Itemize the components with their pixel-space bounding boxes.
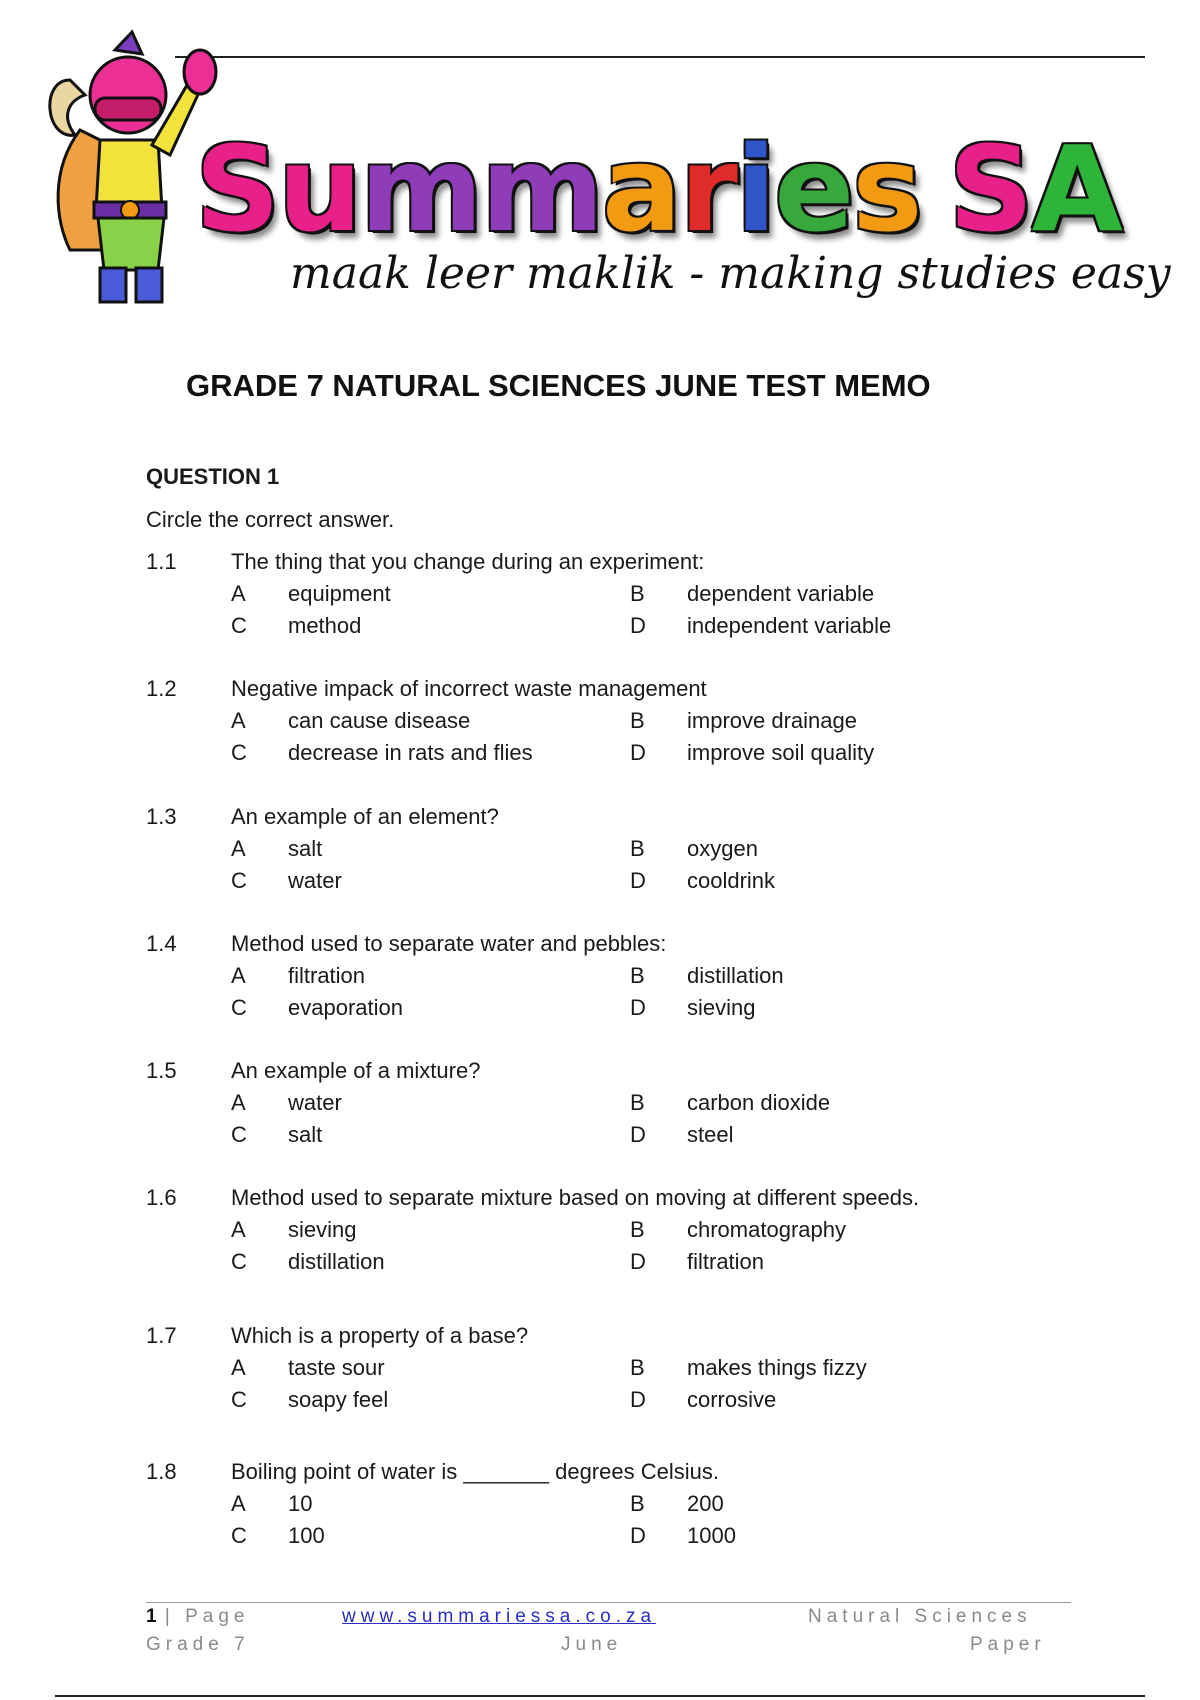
option-letter: B bbox=[630, 963, 645, 988]
option-text: steel bbox=[687, 1122, 734, 1147]
superhero-mascot-icon bbox=[40, 20, 220, 320]
option-letter: A bbox=[231, 1491, 246, 1516]
option-letter: D bbox=[630, 995, 646, 1020]
option-letter: B bbox=[630, 1090, 645, 1115]
option-text: makes things fizzy bbox=[687, 1355, 867, 1380]
question-number: 1.1 bbox=[146, 549, 177, 574]
option-letter: A bbox=[231, 1090, 246, 1115]
option-text: cooldrink bbox=[687, 868, 776, 893]
option-text: water bbox=[288, 1090, 342, 1115]
option-letter: C bbox=[231, 613, 247, 638]
question-text: An example of an element? bbox=[231, 804, 499, 829]
option-text: water bbox=[288, 868, 342, 893]
option-letter: B bbox=[630, 1217, 645, 1242]
option-letter: D bbox=[630, 1523, 646, 1548]
question-text: Method used to separate mixture based on moving at different speeds. bbox=[231, 1185, 920, 1210]
logo-letter: r bbox=[679, 120, 736, 258]
page-title: GRADE 7 NATURAL SCIENCES JUNE TEST MEMO bbox=[186, 368, 931, 403]
website-link[interactable]: www.summariessa.co.za bbox=[342, 1606, 657, 1627]
logo-letter: s bbox=[852, 120, 921, 258]
logo-letter: S bbox=[948, 120, 1032, 258]
option-letter: B bbox=[630, 581, 645, 606]
question-number: 1.6 bbox=[146, 1185, 177, 1210]
option-text: filtration bbox=[687, 1249, 765, 1274]
option-text: carbon dioxide bbox=[687, 1090, 831, 1115]
page-label: | Page bbox=[164, 1606, 250, 1627]
option-text: 100 bbox=[288, 1523, 325, 1548]
bottom-rule bbox=[55, 1695, 1145, 1697]
logo-letter: m bbox=[360, 120, 481, 258]
option-letter: A bbox=[231, 1355, 246, 1380]
option-letter: C bbox=[231, 740, 247, 765]
option-letter: A bbox=[231, 581, 246, 606]
option-text: salt bbox=[288, 1122, 323, 1147]
option-text: can cause disease bbox=[288, 708, 471, 733]
option-letter: B bbox=[630, 1355, 645, 1380]
question-text: Which is a property of a base? bbox=[231, 1323, 529, 1348]
page-number: 1 bbox=[146, 1606, 159, 1627]
logo-letter: e bbox=[774, 120, 853, 258]
question-number: 1.3 bbox=[146, 804, 177, 829]
question-number: 1.4 bbox=[146, 931, 177, 956]
option-text: sieving bbox=[687, 995, 756, 1020]
footer-type: Paper bbox=[970, 1634, 1046, 1655]
option-text: equipment bbox=[288, 581, 391, 606]
option-text: filtration bbox=[288, 963, 366, 988]
option-letter: D bbox=[630, 1122, 646, 1147]
option-letter: C bbox=[231, 1249, 247, 1274]
option-letter: C bbox=[231, 1122, 247, 1147]
option-text: 1000 bbox=[687, 1523, 736, 1548]
option-letter: B bbox=[630, 836, 645, 861]
footer-subject: Natural Sciences bbox=[808, 1606, 1032, 1627]
option-text: dependent variable bbox=[687, 581, 875, 606]
footer-rule bbox=[146, 1602, 1071, 1603]
logo-letter: i bbox=[735, 120, 775, 258]
question-text: Negative impack of incorrect waste management bbox=[231, 676, 707, 701]
option-letter: D bbox=[630, 1387, 646, 1412]
option-text: distillation bbox=[288, 1249, 385, 1274]
instruction-text: Circle the correct answer. bbox=[146, 507, 395, 532]
option-text: improve drainage bbox=[687, 708, 857, 733]
option-text: salt bbox=[288, 836, 323, 861]
option-text: chromatography bbox=[687, 1217, 846, 1242]
option-letter: B bbox=[630, 1491, 645, 1516]
option-letter: D bbox=[630, 868, 646, 893]
logo-letter: S bbox=[195, 120, 278, 258]
option-letter: C bbox=[231, 1387, 247, 1412]
footer-url bbox=[342, 1606, 656, 1628]
question-text: An example of a mixture? bbox=[231, 1058, 481, 1083]
option-text: improve soil quality bbox=[687, 740, 875, 765]
option-letter: B bbox=[630, 708, 645, 733]
option-text: 10 bbox=[288, 1491, 313, 1516]
option-letter: A bbox=[231, 708, 246, 733]
option-text: method bbox=[288, 613, 362, 638]
footer-grade: Grade 7 bbox=[146, 1634, 250, 1655]
question-number: 1.5 bbox=[146, 1058, 177, 1083]
summaries-sa-logo bbox=[195, 120, 1121, 258]
option-text: distillation bbox=[687, 963, 784, 988]
brand-header bbox=[20, 20, 1190, 320]
option-text: taste sour bbox=[288, 1355, 385, 1380]
question-number: 1.8 bbox=[146, 1459, 177, 1484]
option-text: decrease in rats and flies bbox=[288, 740, 533, 765]
question-heading: QUESTION 1 bbox=[146, 464, 280, 489]
logo-letter: A bbox=[1031, 120, 1121, 258]
option-text: sieving bbox=[288, 1217, 357, 1242]
option-letter: A bbox=[231, 963, 246, 988]
option-text: 200 bbox=[687, 1491, 724, 1516]
footer-page bbox=[146, 1606, 249, 1628]
option-letter: C bbox=[231, 868, 247, 893]
logo-letter: a bbox=[601, 120, 680, 258]
brand-tagline: maak leer maklik - making studies easy bbox=[290, 248, 1171, 299]
option-letter: D bbox=[630, 1249, 646, 1274]
question-text: Method used to separate water and pebbles: bbox=[231, 931, 667, 956]
question-number: 1.7 bbox=[146, 1323, 177, 1348]
option-text: corrosive bbox=[687, 1387, 777, 1412]
option-text: oxygen bbox=[687, 836, 758, 861]
option-text: soapy feel bbox=[288, 1387, 389, 1412]
option-letter: A bbox=[231, 836, 246, 861]
option-text: evaporation bbox=[288, 995, 403, 1020]
option-letter: D bbox=[630, 740, 646, 765]
question-number: 1.2 bbox=[146, 676, 177, 701]
question-text: Boiling point of water is _______ degrees Celsius. bbox=[231, 1459, 719, 1484]
option-letter: D bbox=[630, 613, 646, 638]
footer-term: June bbox=[561, 1634, 623, 1655]
logo-letter: u bbox=[278, 120, 361, 258]
option-text: independent variable bbox=[687, 613, 892, 638]
question-text: The thing that you change during an experiment: bbox=[231, 549, 705, 574]
logo-letter: m bbox=[480, 120, 602, 258]
option-letter: C bbox=[231, 1523, 247, 1548]
option-letter: C bbox=[231, 995, 247, 1020]
option-letter: A bbox=[231, 1217, 246, 1242]
